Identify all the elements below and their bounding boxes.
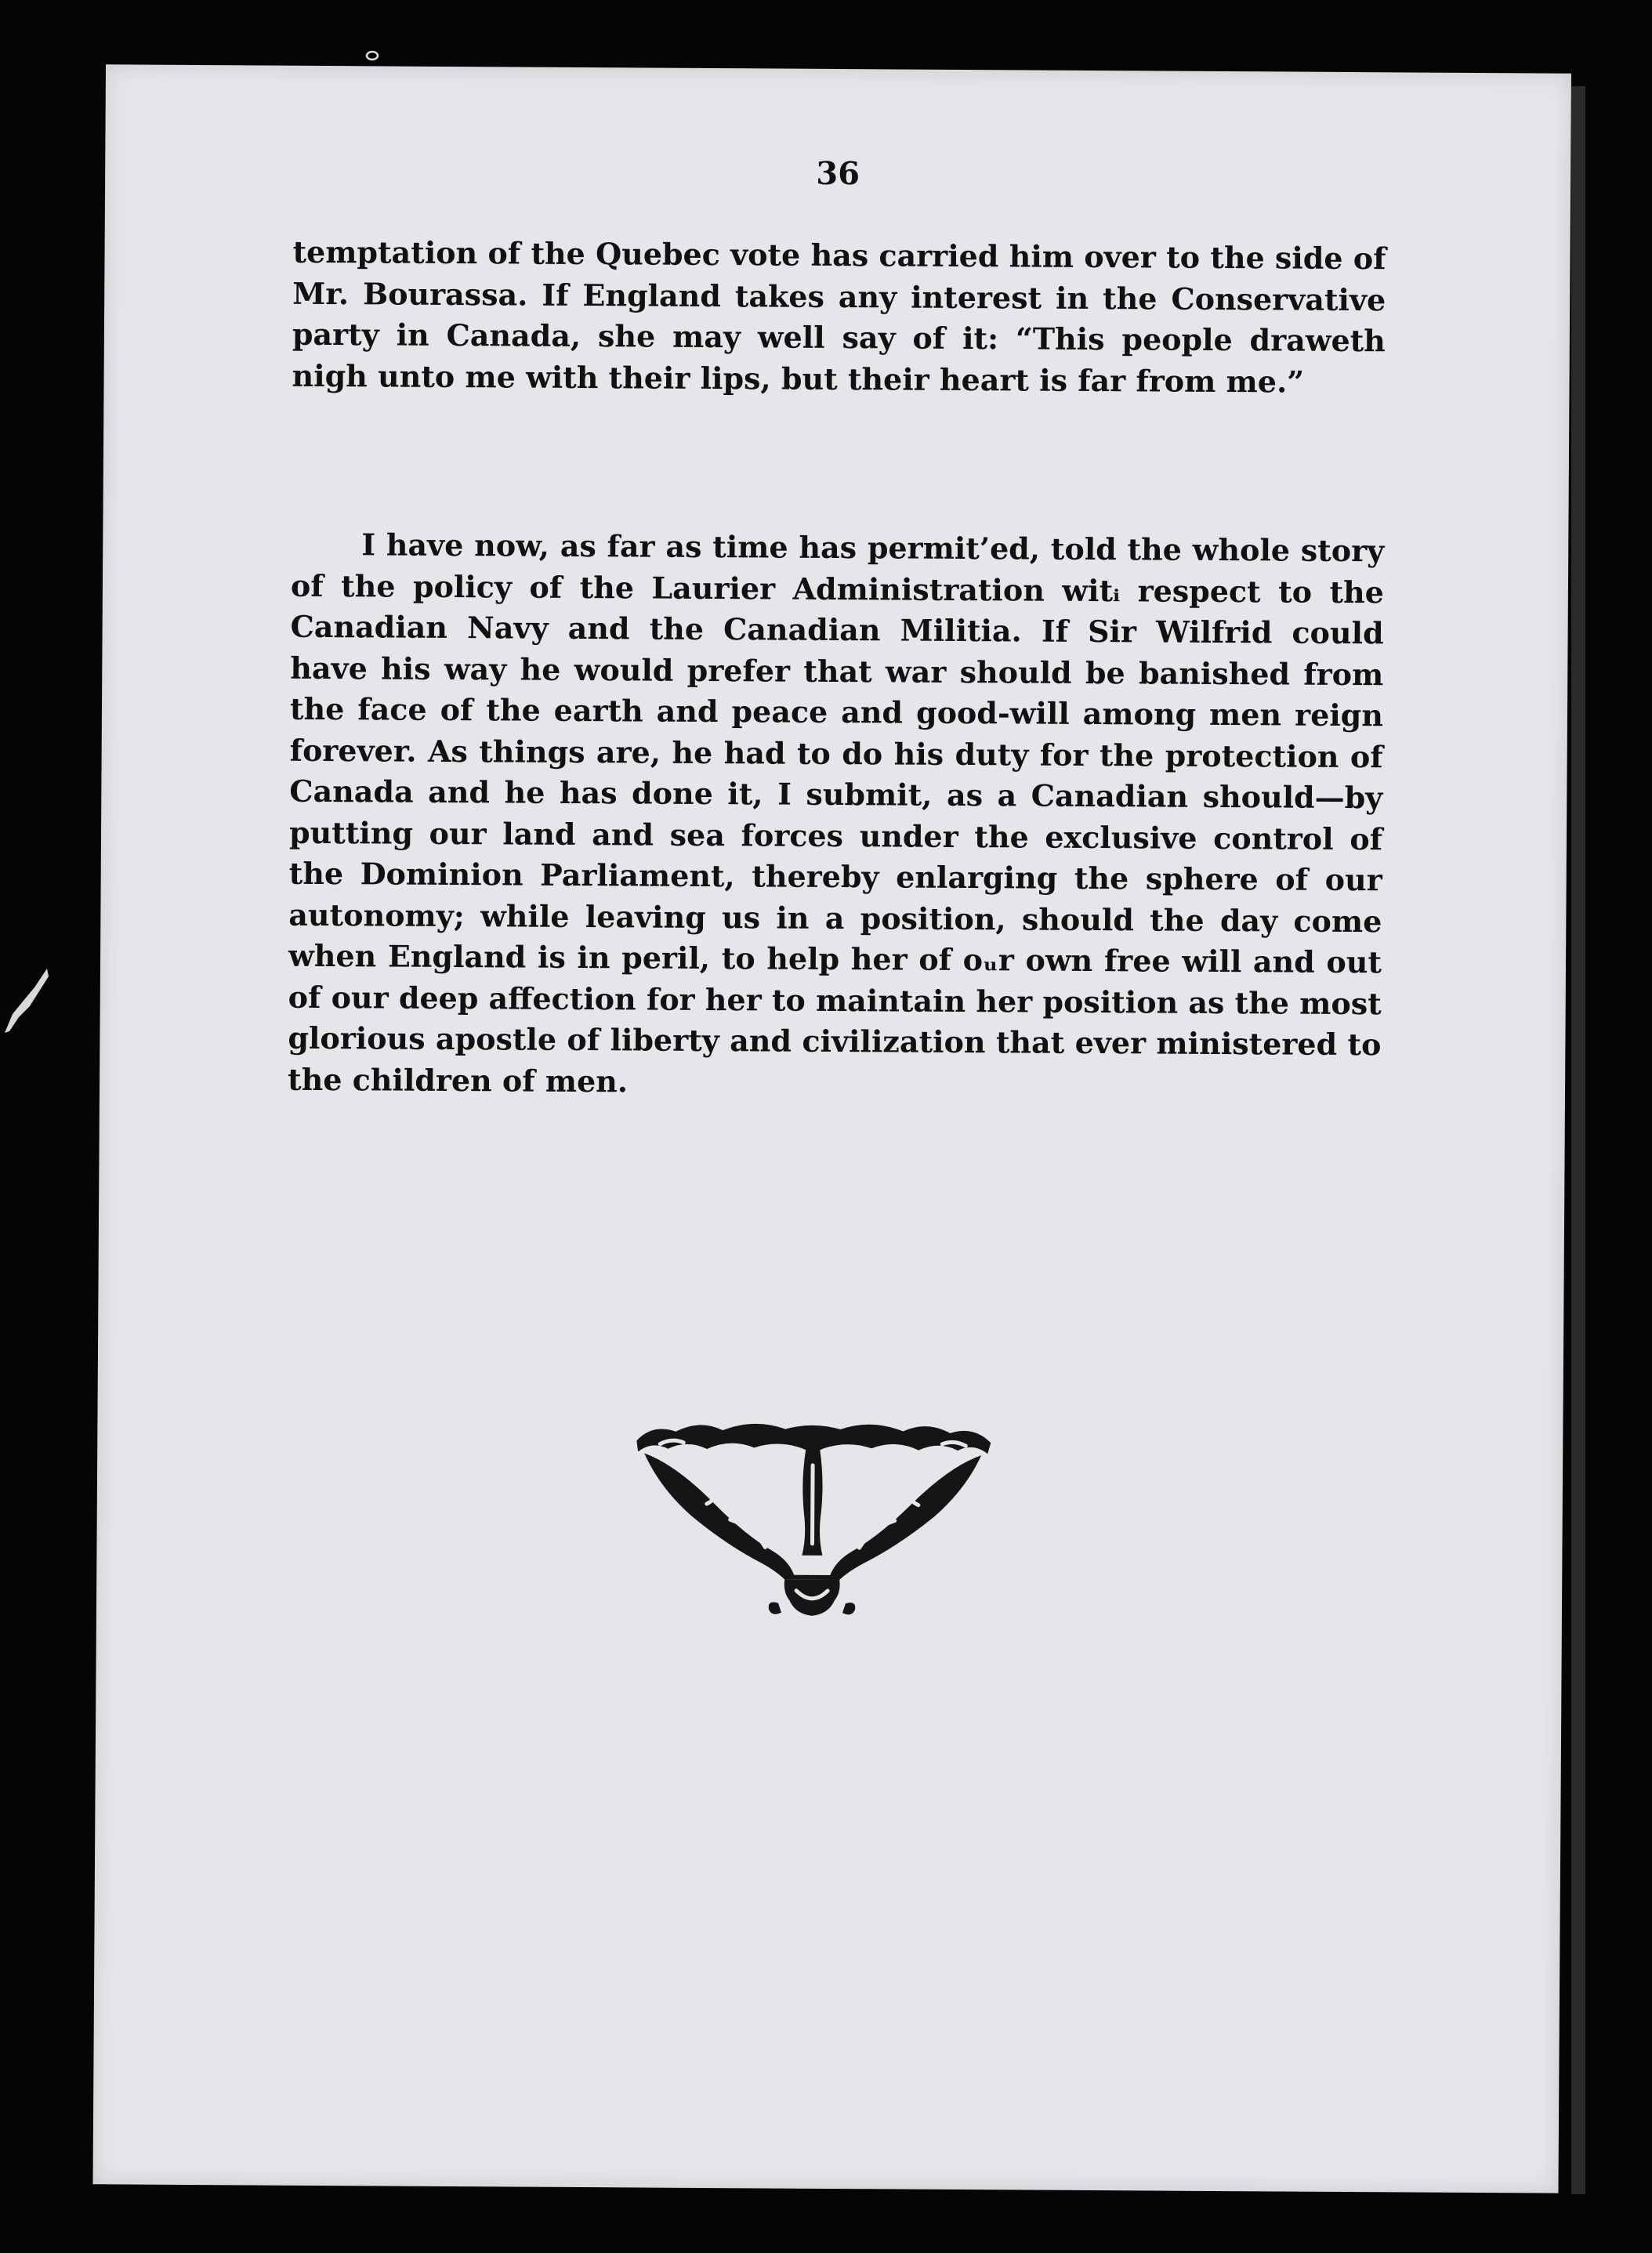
paragraph-continuation: temptation of the Quebec vote has carried him over to the side of Mr. Bourassa. If England takes any interest in the Conservative party in Canada, she may well say of it: “This people draweth nigh unto me with their lips, but their heart is far from me.” [292, 234, 1386, 400]
floral-tailpiece-ornament [628, 1417, 998, 1619]
ink-speck [365, 50, 379, 61]
paragraph-conclusion: I have now, as far as time has permit’ed, told the whole story of the policy of the Laurier Administration witᵢ respect to the Canadian Navy and the Canadian Militia. If Sir Wilfrid could have his way he would prefer that war should be banished from the face of the earth and peace and good-will among men reign forever. As things are, he had to do his duty for the protection of Canada and he has done it, I submit, as a Canadian should—by putting our land and sea forces under the exclusive control of the Dominion Parliament, thereby enlarging the sphere of our autonomy; while leaving us in a position, should the day come when England is in peril, to help her of oᵤr own free will and out of our deep affection for her to maintain her position as the most glorious apostle of liberty and civilization that ever ministered to the children of men. [287, 527, 1385, 1099]
page-number: 36 [816, 154, 860, 193]
book-binding-edge [1571, 86, 1585, 2194]
paper-tear-mark [3, 965, 50, 1036]
document-page [92, 64, 1570, 2193]
